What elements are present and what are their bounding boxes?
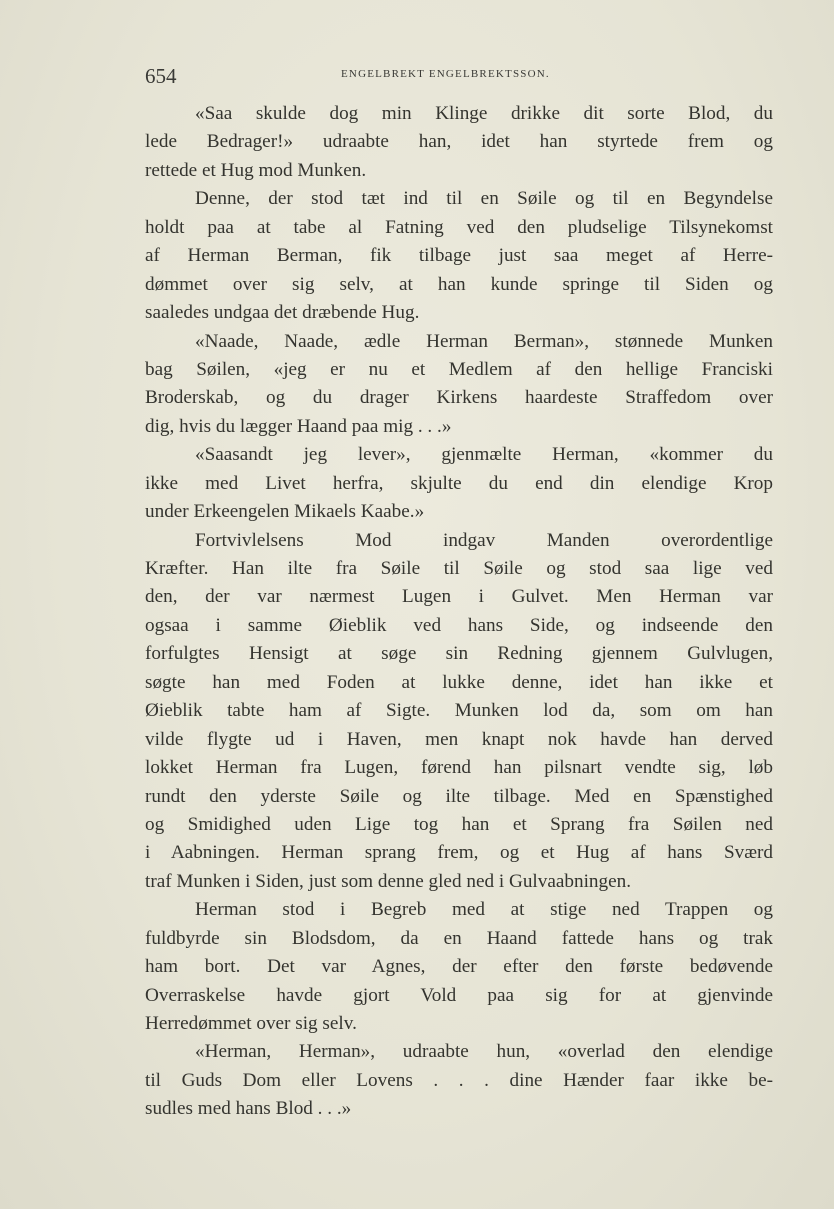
text-line: Kræfter. Han ilte fra Søile til Søile og stod saa lige ved [145, 558, 773, 579]
text-line: dig, hvis du lægger Haand paa mig . . .» [145, 415, 452, 437]
text-line: sudles med hans Blod . . .» [145, 1098, 352, 1120]
text-line: Herman stod i Begreb med at stige ned Trappen og [195, 899, 773, 921]
text-line: «Saasandt jeg lever», gjenmælte Herman, «kommer du [195, 444, 773, 466]
text-line: den, der var nærmest Lugen i Gulvet. Men Herman var [145, 586, 773, 608]
text-line: «Naade, Naade, ædle Herman Berman», stønnede Munken [195, 330, 773, 352]
text-line: Øieblik tabte ham af Sigte. Munken lod da, som om han [145, 700, 773, 722]
text-line: rundt den yderste Søile og ilte tilbage. Med en Spænstighed [145, 785, 773, 807]
text-line: forfulgtes Hensigt at søge sin Redning gjennem Gulvlugen, [145, 643, 773, 665]
text-line: lokket Herman fra Lugen, førend han pilsnart vendte sig, løb [145, 757, 773, 779]
text-line: søgte han med Foden at lukke denne, idet han ikke et [145, 671, 773, 693]
text-line: lede Bedrager!» udraabte han, idet han styrtede frem og [145, 131, 773, 153]
text-line: Overraskelse havde gjort Vold paa sig for at gjenvinde [145, 984, 773, 1006]
text-line: under Erkeengelen Mikaels Kaabe.» [145, 501, 425, 523]
page-header [145, 64, 775, 88]
text-line: ogsaa i samme Øieblik ved hans Side, og indseende den [145, 614, 773, 636]
text-line: bag Søilen, «jeg er nu et Medlem af den hellige Franciski [145, 358, 773, 380]
text-line: Herredømmet over sig selv. [145, 1013, 357, 1034]
text-line: Denne, der stod tæt ind til en Søile og til en Begyndelse [195, 188, 773, 210]
text-line: dømmet over sig selv, at han kunde springe til Siden og [145, 273, 773, 295]
text-line: vilde flygte ud i Haven, men knapt nok havde han derved [145, 728, 773, 750]
text-line: af Herman Berman, fik tilbage just saa meget af Herre- [145, 245, 773, 267]
text-line: og Smidighed uden Lige tog han et Sprang fra Søilen ned [145, 813, 773, 835]
text-line: traf Munken i Siden, just som denne gled ned i Gulvaabningen. [145, 870, 631, 892]
body-text [145, 100, 773, 1124]
text-line: fuldbyrde sin Blodsdom, da en Haand fattede hans og trak [145, 927, 773, 949]
text-line: ikke med Livet herfra, skjulte du end din elendige Krop [145, 472, 773, 494]
running-title: ENGELBREKT ENGELBREKTSSON. [341, 68, 550, 80]
text-line: Fortvivlelsens Mod indgav Manden overordentlige [195, 529, 773, 551]
text-line: «Saa skulde dog min Klinge drikke dit sorte Blod, du [195, 103, 773, 124]
text-line: saaledes undgaa det dræbende Hug. [145, 302, 420, 324]
text-line: rettede et Hug mod Munken. [145, 159, 367, 181]
page-number: 654 [145, 64, 177, 88]
text-line: holdt paa at tabe al Fatning ved den pludselige Tilsynekomst [145, 216, 773, 238]
text-line: «Herman, Herman», udraabte hun, «overlad den elendige [195, 1041, 773, 1063]
text-line: Broderskab, og du drager Kirkens haardeste Straffedom over [145, 387, 773, 409]
text-line: ham bort. Det var Agnes, der efter den første bedøvende [145, 956, 773, 978]
text-line: til Guds Dom eller Lovens . . . dine Hænder faar ikke be- [145, 1069, 773, 1091]
text-line: i Aabningen. Herman sprang frem, og et Hug af hans Sværd [145, 842, 773, 864]
